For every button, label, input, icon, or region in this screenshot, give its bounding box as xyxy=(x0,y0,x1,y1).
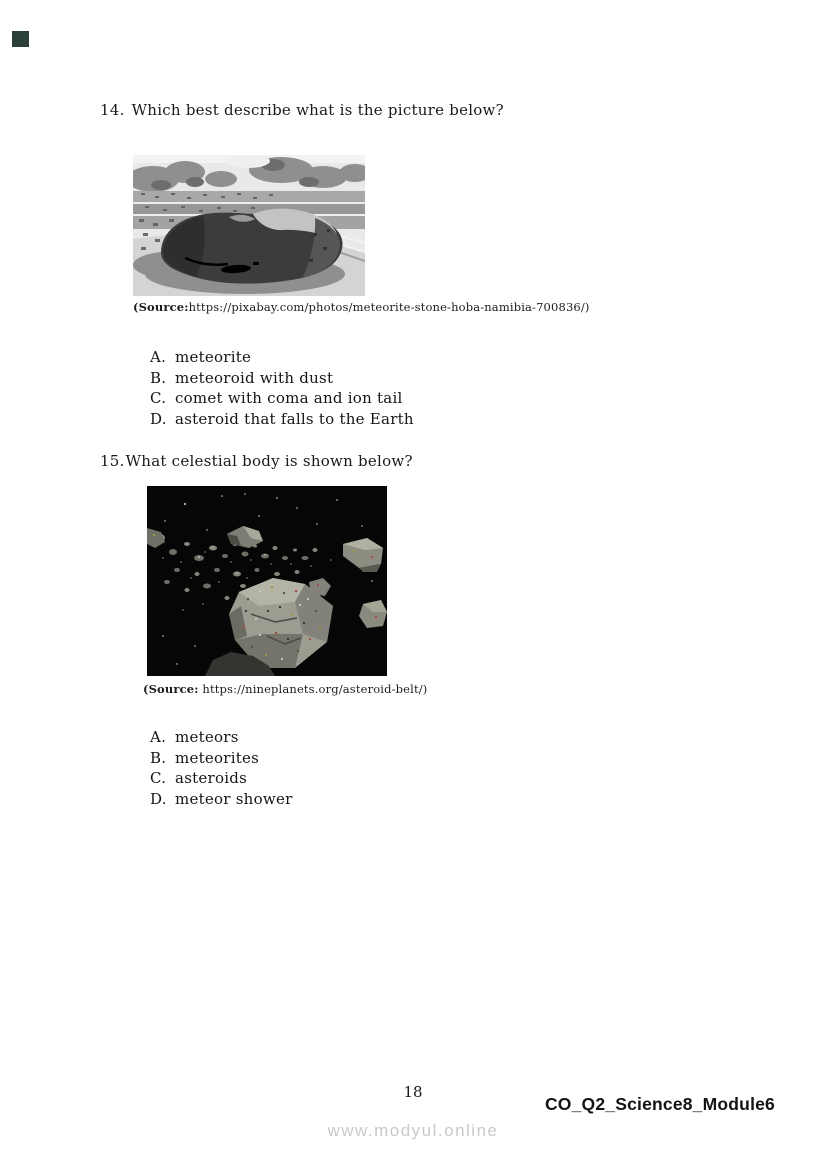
option-row xyxy=(150,768,293,789)
option-text: meteors xyxy=(175,728,239,746)
source-url: https://nineplanets.org/asteroid-belt/) xyxy=(198,682,428,696)
asteroid-belt-graphic xyxy=(147,486,387,676)
option-letter: D. xyxy=(150,789,167,808)
question-15 xyxy=(100,452,413,470)
option-row xyxy=(150,727,293,748)
watermark-text: www.modyul.online xyxy=(327,1121,499,1140)
question-14-number: 14. xyxy=(100,101,125,119)
options-question-14 xyxy=(150,347,414,429)
option-text: meteorite xyxy=(175,348,252,366)
option-row xyxy=(150,789,293,810)
option-row xyxy=(150,748,293,769)
option-text: comet with coma and ion tail xyxy=(175,389,403,407)
option-row xyxy=(150,409,414,430)
option-letter: A. xyxy=(150,728,167,746)
option-text: asteroid that falls to the Earth xyxy=(175,409,414,428)
option-text: asteroids xyxy=(175,769,248,787)
meteorite-photo xyxy=(133,155,365,296)
option-letter: C. xyxy=(150,769,167,787)
option-text: meteor shower xyxy=(175,789,293,808)
option-row xyxy=(150,368,414,389)
question-14 xyxy=(100,101,504,119)
option-row xyxy=(150,388,414,409)
question-15-number: 15. xyxy=(100,452,125,470)
meteorite-photo-graphic xyxy=(133,155,365,296)
source-citation-15 xyxy=(143,682,427,696)
source-url: https://pixabay.com/photos/meteorite-stone-hoba-namibia-700836/) xyxy=(188,300,590,314)
option-row xyxy=(150,347,414,368)
asteroid-belt-photo xyxy=(147,486,387,676)
page-number: 18 xyxy=(403,1083,423,1101)
option-text: meteorites xyxy=(175,748,260,767)
option-letter: B. xyxy=(150,748,167,767)
option-letter: B. xyxy=(150,368,167,387)
question-15-text: What celestial body is shown below? xyxy=(125,452,413,470)
source-citation-14 xyxy=(133,300,590,314)
option-text: meteoroid with dust xyxy=(175,368,334,387)
option-letter: D. xyxy=(150,409,167,428)
option-letter: A. xyxy=(150,348,167,366)
options-question-15 xyxy=(150,727,293,809)
source-label: (Source: xyxy=(133,300,189,314)
scan-artifact-mark xyxy=(12,31,29,47)
module-code-footer: CO_Q2_Science8_Module6 xyxy=(544,1094,775,1114)
question-14-text: Which best describe what is the picture below? xyxy=(131,101,504,119)
source-label: (Source: xyxy=(143,682,199,696)
option-letter: C. xyxy=(150,389,167,407)
